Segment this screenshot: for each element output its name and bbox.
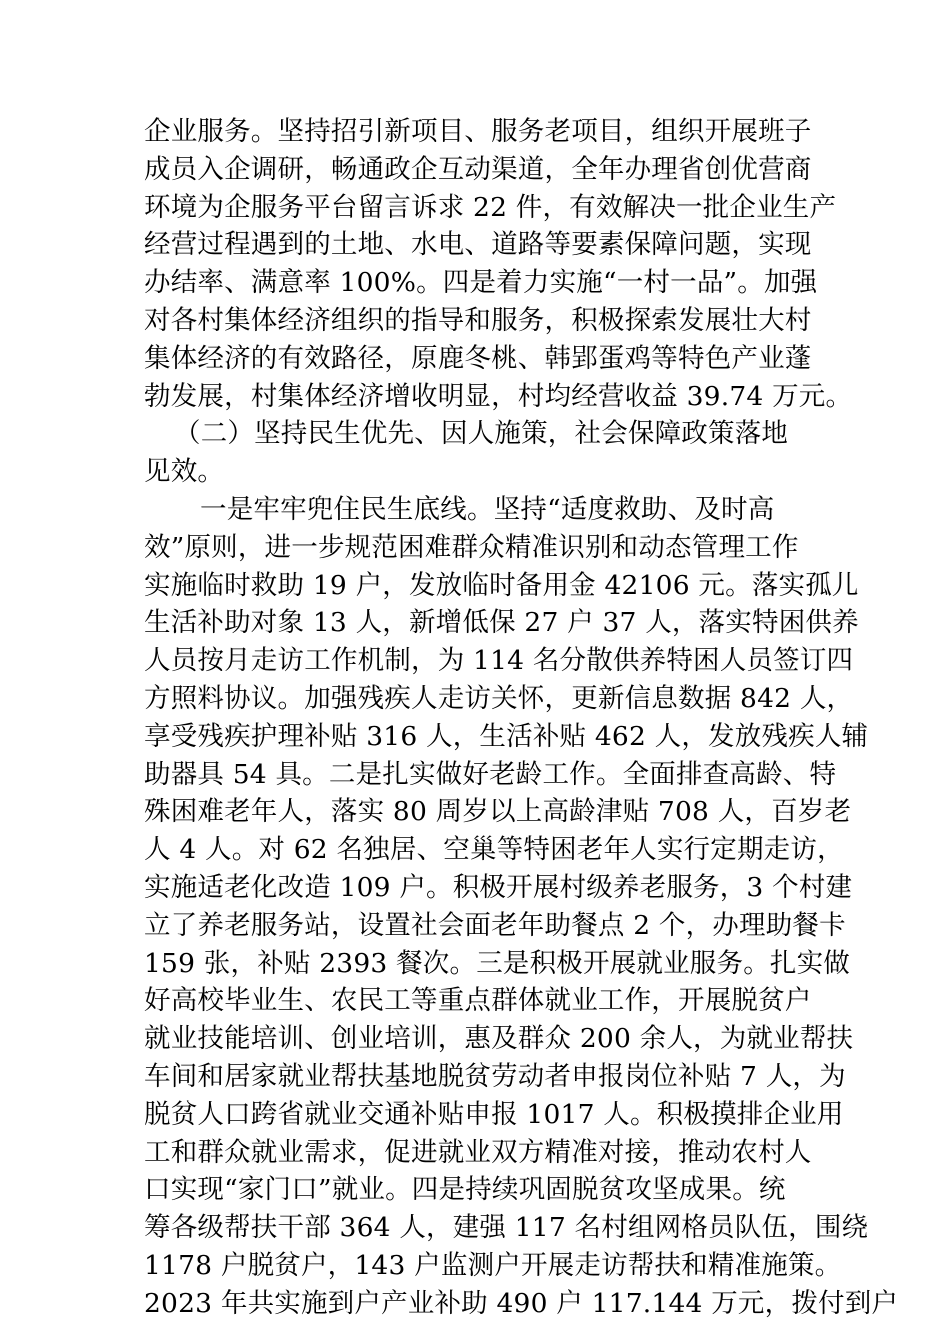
text-line: 车间和居家就业帮扶基地脱贫劳动者申报岗位补贴 7 人，为: [144, 1060, 846, 1092]
text-line: 好高校毕业生、农民工等重点群体就业工作，开展脱贫户: [144, 985, 812, 1017]
text-line: 企业服务。坚持招引新项目、服务老项目，组织开展班子: [144, 116, 812, 147]
text-line: 1178 户脱贫户，143 户监测户开展走访帮扶和精准施策。: [144, 1249, 842, 1281]
text-line: 殊困难老年人，落实 80 周岁以上高龄津贴 708 人，百岁老: [144, 796, 852, 828]
text-line: 筹各级帮扶干部 364 人，建强 117 名村组网格员队伍，围绕: [144, 1212, 869, 1244]
text-line: 方照料协议。加强残疾人走访关怀，更新信息数据 842 人，: [144, 682, 854, 714]
text-line: 经营过程遇到的土地、水电、道路等要素保障问题，实现: [144, 229, 812, 261]
section-heading-continued: 见效。: [144, 456, 225, 488]
text-line: 效”原则，进一步规范困难群众精准识别和动态管理工作: [144, 531, 799, 563]
text-line: 助器具 54 具。二是扎实做好老龄工作。全面排查高龄、特: [144, 758, 837, 790]
text-line: 工和群众就业需求，促进就业双方精准对接，推动农村人: [144, 1136, 812, 1168]
text-line: 脱贫人口跨省就业交通补贴申报 1017 人。积极摸排企业用: [144, 1098, 844, 1130]
text-line: 对各村集体经济组织的指导和服务，积极探索发展壮大村: [144, 304, 812, 336]
text-line: 集体经济的有效路径，原鹿冬桃、韩郢蛋鸡等特色产业蓬: [144, 342, 812, 374]
text-line: 办结率、满意率 100%。四是着力实施“一村一品”。加强: [144, 267, 818, 299]
text-line: 人员按月走访工作机制，为 114 名分散供养特困人员签订四: [144, 645, 854, 677]
text-line: 实施适老化改造 109 户。积极开展村级养老服务，3 个村建: [144, 871, 853, 903]
text-line: 享受残疾护理补贴 316 人，生活补贴 462 人，发放残疾人辅: [144, 720, 869, 752]
paragraph-start: 一是牢牢兜住民生底线。坚持“适度救助、及时高: [200, 493, 775, 525]
text-line: 口实现“家门口”就业。四是持续巩固脱贫攻坚成果。统: [144, 1174, 786, 1206]
text-line: 勃发展，村集体经济增收明显，村均经营收益 39.74 万元。: [144, 380, 853, 412]
text-line: 立了养老服务站，设置社会面老年助餐点 2 个，办理助餐卡: [144, 909, 846, 941]
text-line: 生活补助对象 13 人，新增低保 27 户 37 人，落实特困供养: [144, 607, 859, 639]
section-heading: （二）坚持民生优先、因人施策，社会保障政策落地: [174, 418, 789, 450]
text-line: 实施临时救助 19 户，发放临时备用金 42106 元。落实孤儿: [144, 569, 859, 601]
text-line: 159 张，补贴 2393 餐次。三是积极开展就业服务。扎实做: [144, 947, 850, 979]
text-line: 环境为企服务平台留言诉求 22 件，有效解决一批企业生产: [144, 191, 837, 223]
text-line: 就业技能培训、创业培训，惠及群众 200 余人，为就业帮扶: [144, 1023, 854, 1055]
text-line: 2023 年共实施到户产业补助 490 户 117.144 万元，拨付到户: [144, 1287, 899, 1319]
text-line: 人 4 人。对 62 名独居、空巢等特困老年人实行定期走访，: [144, 834, 844, 866]
text-line: 成员入企调研，畅通政企互动渠道，全年办理省创优营商: [144, 153, 812, 185]
